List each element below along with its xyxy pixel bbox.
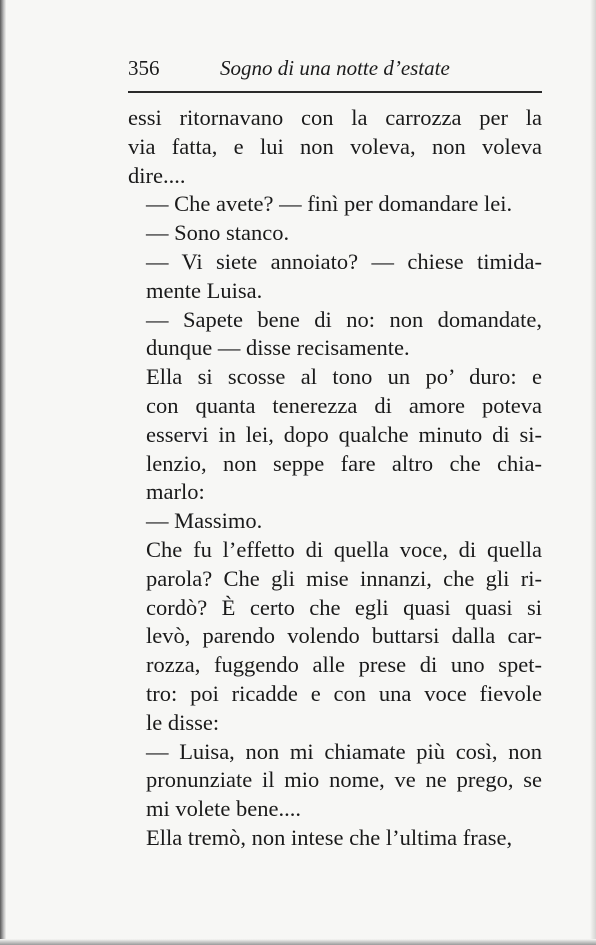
text-line: tro: poi ricadde e con una voce fievole [146,680,542,706]
text-line: lenzio, non seppe fare altro che chia- [146,450,542,476]
text-line: pronunziate il mio nome, ve ne prego, se [146,767,542,793]
page-binding-edge [0,0,6,945]
text-line: via fatta, e lui non voleva, non voleva [128,133,542,159]
body-text [128,104,542,853]
text-line: Ella si scosse al tono un po’ duro: e [146,364,542,390]
text-line: marlo: [146,479,205,505]
text-line: essi ritornavano con la carrozza per la [128,105,542,130]
paragraph [128,824,542,853]
text-line: parola? Che gli mise innanzi, che gli ri- [146,565,542,591]
text-line: — Luisa, non mi chiamate più così, non [146,738,542,764]
paragraph [128,248,542,306]
text-line: dire.... [128,162,186,188]
page-number: 356 [128,56,160,80]
paragraph [128,104,542,190]
text-line: cordò? È certo che egli quasi quasi si [146,594,542,620]
text-line: mente Luisa. [146,277,263,303]
paragraph [128,536,542,738]
text-line: — Massimo. [146,508,263,534]
page-right-shadow [590,0,596,945]
text-line: — Sono stanco. [146,220,290,246]
text-line: rozza, fuggendo alle prese di uno spet- [146,652,542,678]
paragraph [128,306,542,364]
text-line: — Vi siete annoiato? — chiese timida- [146,248,542,274]
paragraph [128,507,542,536]
header-rule [128,91,542,93]
page-header [128,56,542,86]
text-line: esservi in lei, dopo qualche minuto di si- [146,421,542,447]
paragraph [128,738,542,824]
paragraph [128,219,542,248]
text-line: Ella tremò, non intese che l’ultima frase, [146,824,513,850]
paragraph [128,190,542,219]
running-title: Sogno di una notte d’estate [220,56,450,80]
text-line: — Sapete bene di no: non domandate, [146,306,542,332]
text-line: mi volete bene.... [146,796,301,822]
text-line: levò, parendo volendo buttarsi dalla car- [146,623,542,649]
text-line: dunque — disse recisamente. [146,335,410,361]
text-line: con quanta tenerezza di amore poteva [146,392,542,418]
text-line: le disse: [146,709,220,735]
paragraph [128,363,542,507]
text-line: Che fu l’effetto di quella voce, di quella [146,536,542,562]
text-line: — Che avete? — finì per domandare lei. [146,191,513,217]
page-bottom-edge [0,939,596,945]
